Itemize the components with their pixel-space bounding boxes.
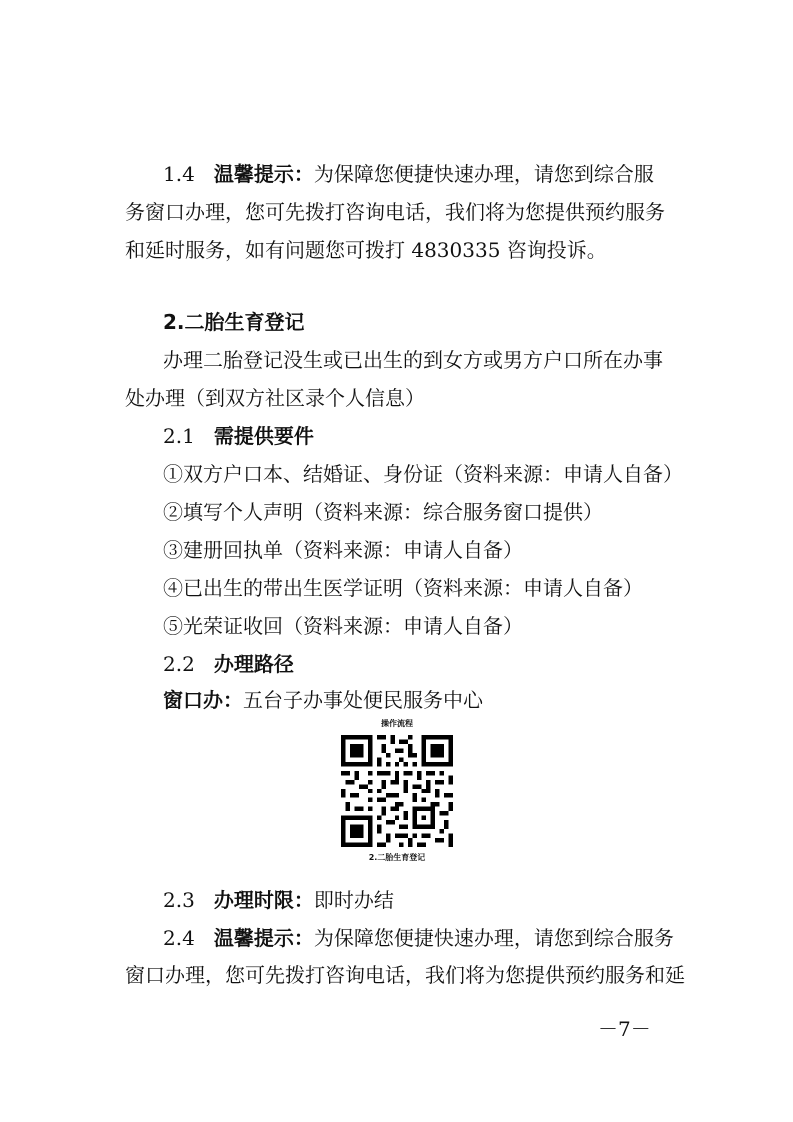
section-2-2-title: 办理路径 <box>213 652 294 676</box>
qr-caption-top: 操作流程 <box>381 719 413 728</box>
section-2-intro-line-2: 处办理（到双方社区录个人信息） <box>125 386 425 410</box>
window-office-value: 五台子办事处便民服务中心 <box>243 688 483 712</box>
section-2-3-title: 办理时限： <box>213 888 314 912</box>
requirement-item: ①双方户口本、结婚证、身份证（资料来源：申请人自备） <box>163 462 683 486</box>
section-1-4-line-3: 和延时服务，如有问题您可拨打 4830335 咨询投诉。 <box>125 238 607 262</box>
section-2-3-line <box>163 888 708 912</box>
section-1-4-line-1 <box>163 162 708 186</box>
requirement-item: ⑤光荣证收回（资料来源：申请人自备） <box>163 614 523 638</box>
requirement-item: ③建册回执单（资料来源：申请人自备） <box>163 538 523 562</box>
section-2-4-line-2: 窗口办理，您可先拨打咨询电话，我们将为您提供预约服务和延 <box>125 963 685 987</box>
section-2-4-line-1 <box>163 926 708 950</box>
section-2-heading: 2.二胎生育登记 <box>163 310 305 334</box>
section-1-4-text: 为保障您便捷快速办理，请您到综合服 <box>313 162 654 186</box>
section-2-4-text: 为保障您便捷快速办理，请您到综合服务 <box>313 926 674 950</box>
section-2-1-title-line <box>163 424 708 448</box>
section-2-3-number: 2.3 <box>163 888 195 912</box>
section-2-4-number: 2.4 <box>163 926 195 950</box>
requirement-item: ④已出生的带出生医学证明（资料来源：申请人自备） <box>163 576 643 600</box>
section-1-4-line-2: 务窗口办理，您可先拨打咨询电话，我们将为您提供预约服务 <box>125 200 665 224</box>
section-2-1-number: 2.1 <box>163 424 195 448</box>
qr-code-block <box>332 717 462 867</box>
section-2-3-value: 即时办结 <box>313 888 394 912</box>
section-2-4-label: 温馨提示： <box>213 926 314 950</box>
window-office-line <box>163 688 708 712</box>
section-2-1-title: 需提供要件 <box>213 424 314 448</box>
window-office-label: 窗口办： <box>163 688 243 712</box>
section-1-4-number: 1.4 <box>163 162 195 186</box>
requirement-item: ②填写个人声明（资料来源：综合服务窗口提供） <box>163 500 603 524</box>
qr-code-icon[interactable] <box>341 735 453 847</box>
section-2-2-number: 2.2 <box>163 652 195 676</box>
page-number: －7－ <box>598 1017 651 1041</box>
section-2-intro-line-1: 办理二胎登记没生或已出生的到女方或男方户口所在办事 <box>163 348 663 372</box>
section-2-2-title-line <box>163 652 708 676</box>
qr-caption-bottom: 2.二胎生育登记 <box>368 853 426 862</box>
section-1-4-label: 温馨提示： <box>213 162 314 186</box>
